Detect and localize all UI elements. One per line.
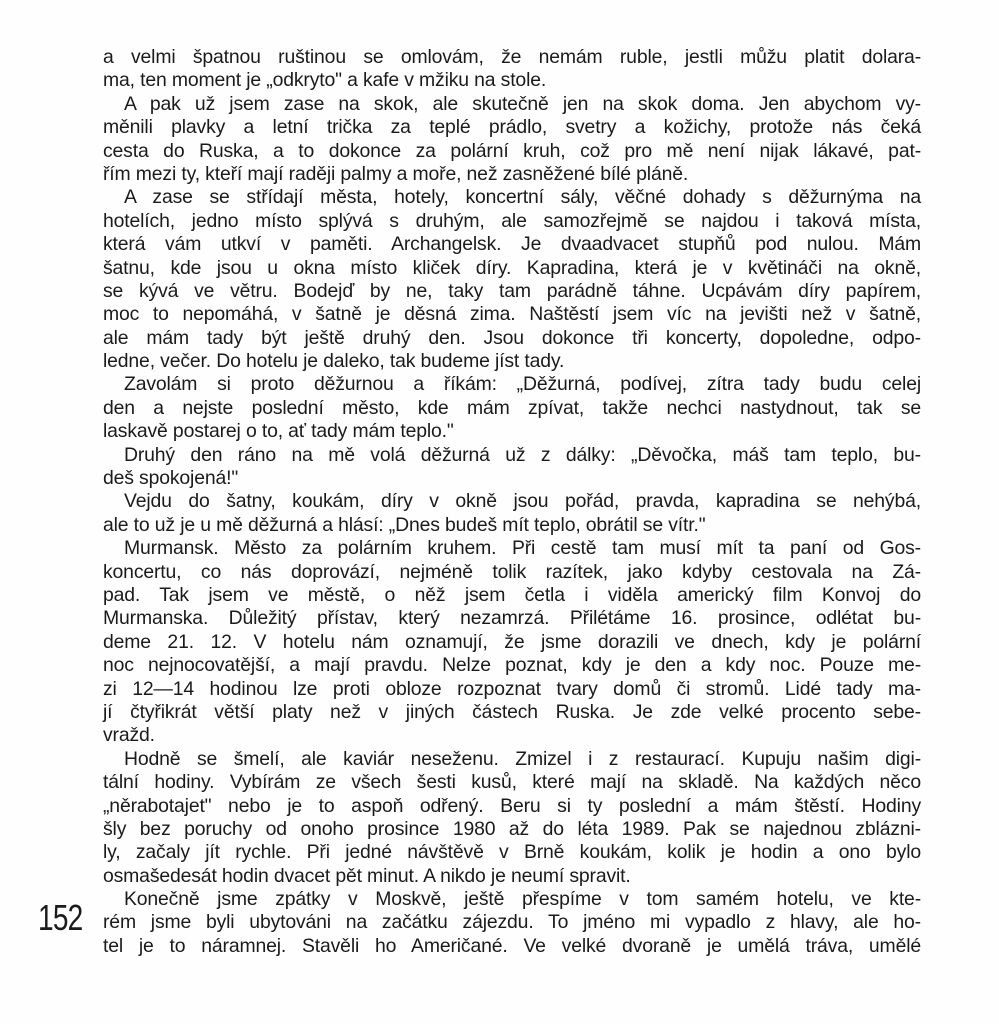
text-line: ledne, večer. Do hotelu je daleko, tak budeme jíst tady. (103, 350, 565, 373)
text-line: Konečně jsme zpátky v Moskvě, ještě přespíme v tom samém hotelu, ve kte- (124, 888, 921, 911)
text-line: A zase se střídají města, hotely, koncertní sály, věčné dohady s děžurnýma na (124, 186, 921, 209)
text-line: řím mezi ty, kteří mají raději palmy a moře, než zasněžené bílé pláně. (103, 162, 689, 185)
text-line: deš spokojená!" (103, 467, 239, 490)
text-line: se kývá ve větru. Bodejď by ne, taky tam parádně táhne. Ucpávám díry papírem, (103, 279, 921, 302)
text-line: ly, začaly jít rychle. Při jedné návštěvě v Brně koukám, kolik je hodin a ono bylo (103, 841, 921, 864)
text-line: rém jsme byli ubytováni na začátku zájezdu. To jméno mi vypadlo z hlavy, ale ho- (103, 911, 921, 934)
page-number: 152 (38, 897, 83, 938)
text-line: ale mám tady být ještě druhý den. Jsou dokonce tři koncerty, dopoledne, odpo- (103, 326, 921, 349)
text-line: šatnu, kde jsou u okna místo kliček díry. Kapradina, která je v květináči na okně, (103, 256, 921, 279)
text-line: která vám utkví v paměti. Archangelsk. Je dvaadvacet stupňů pod nulou. Mám (103, 233, 921, 256)
text-line: zi 12—14 hodinou lze proti obloze rozpoznat tvary domů či stromů. Lidé tady ma- (103, 677, 921, 700)
text-line: Zavolám si proto děžurnou a říkám: „Děžurná, podívej, zítra tady budu celej (124, 373, 921, 396)
body-text (103, 46, 921, 958)
text-line: pad. Tak jsem ve městě, o něž jsem četla i viděla americký film Konvoj do (103, 583, 921, 606)
text-line: ale to už je u mě děžurná a hlásí: „Dnes budeš mít teplo, obrátil se vítr." (103, 513, 706, 536)
text-line: Murmanska. Důležitý přístav, který nezamrzá. Přilétáme 16. prosince, odlétat bu- (103, 607, 921, 630)
text-line: osmašedesát hodin dvacet pět minut. A nikdo je neumí spravit. (103, 864, 631, 887)
text-line: noc nejnocovatější, a mají pravdu. Nelze poznat, kdy je den a kdy noc. Pouze me- (103, 654, 921, 677)
text-line: laskavě postarej o to, ať tady mám teplo." (103, 420, 454, 443)
text-line: vražd. (103, 724, 155, 747)
text-line: A pak už jsem zase na skok, ale skutečně jen na skok doma. Jen abychom vy- (124, 92, 921, 115)
text-line: ma, ten moment je „odkryto" a kafe v mžiku na stole. (103, 69, 547, 92)
text-line: Vejdu do šatny, koukám, díry v okně jsou pořád, pravda, kapradina se nehýbá, (124, 490, 921, 513)
text-line: tel je to náramnej. Stavěli ho Američané. Ve velké dvoraně je umělá tráva, umělé (103, 934, 921, 957)
text-line: Hodně se šmelí, ale kaviár neseženu. Zmizel i z restaurací. Kupuju našim digi- (124, 747, 921, 770)
text-line: tální hodiny. Vybírám ze všech šesti kusů, které mají na skladě. Na každých něco (103, 771, 921, 794)
text-line: měnili plavky a letní trička za teplé prádlo, svetry a kožichy, protože nás čeká (103, 116, 921, 139)
text-line: Druhý den ráno na mě volá děžurná už z dálky: „Děvočka, máš tam teplo, bu- (124, 443, 921, 466)
text-line: hotelích, jedno místo splývá s druhým, ale samozřejmě se najdou i taková místa, (103, 209, 921, 232)
text-line: Murmansk. Město za polárním kruhem. Při cestě tam musí mít ta paní od Gos- (124, 537, 921, 560)
text-line: den a nejste poslední město, kde mám zpívat, takže nechci nastydnout, tak se (103, 396, 921, 419)
text-line: koncertu, co nás doprovází, nejméně tolik razítek, jako kdyby cestovala na Zá- (103, 560, 921, 583)
text-line: a velmi špatnou ruštinou se omlovám, že nemám ruble, jestli můžu platit dolara- (103, 46, 921, 68)
text-line: deme 21. 12. V hotelu nám oznamují, že jsme dorazili ve dnech, kdy je polární (103, 630, 921, 653)
text-line: „něrabotajet" nebo je to aspoň odřený. Beru si ty poslední a mám štěstí. Hodiny (103, 794, 921, 817)
text-line: moc to nepomáhá, v šatně je děsná zima. Naštěstí jsem víc na jevišti než v šatně, (103, 303, 921, 326)
text-line: jí čtyřikrát větší platy než v jiných částech Ruska. Je zde velké procento sebe- (103, 700, 921, 723)
text-line: cesta do Ruska, a to dokonce za polární kruh, což pro mě není nijak lákavé, pat- (103, 139, 921, 162)
text-line: šly bez poruchy od onoho prosince 1980 až do léta 1989. Pak se najednou zblázni- (103, 817, 921, 840)
